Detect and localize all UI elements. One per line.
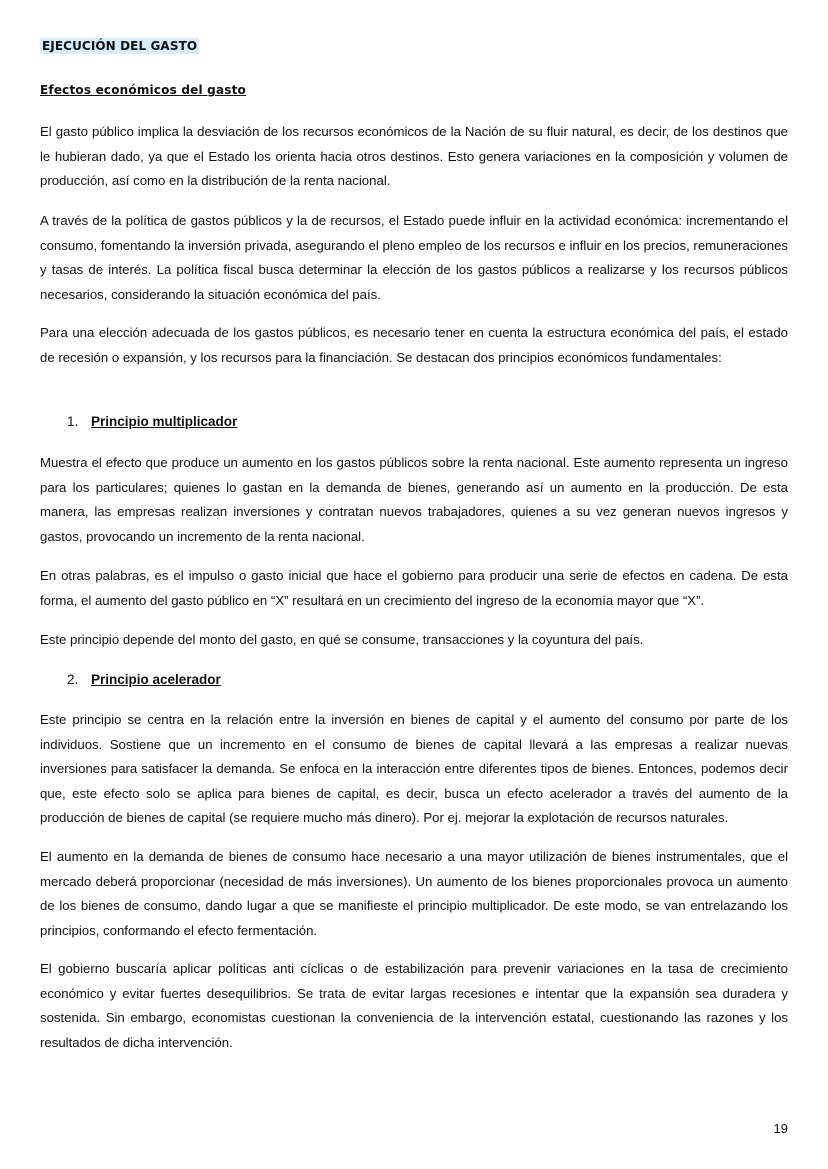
heading-multiplicador	[67, 412, 237, 432]
heading-text: Principio acelerador	[91, 672, 221, 687]
page-number: 19	[773, 1121, 788, 1136]
paragraph-7: Este principio se centra en la relación entre la inversión en bienes de capital y el aumento del consumo por parte de los individuos. Sostiene que un incremento en el consumo de bienes de capital llevará a las empresas a realizar nuevas inversiones para satisfacer la demanda. Se enfoca en la interacción entre diferentes tipos de bienes. Entonces, podemos decir que, este efecto solo se aplica para bienes de capital, es decir, busca un efecto acelerador a través del aumento de la producción de bienes de capital (se requiere mucho más dinero). Por ej. mejorar la explotación de recursos naturales.	[40, 712, 788, 825]
paragraph-3: Para una elección adecuada de los gastos públicos, es necesario tener en cuenta la estructura económica del país, el estado de recesión o expansión, y los recursos para la financiación. Se destacan dos principios económicos fundamentales:	[40, 325, 788, 365]
section-title: EJECUCIÓN DEL GASTO	[42, 39, 198, 53]
heading-number: 1.	[67, 414, 79, 429]
paragraph-2: A través de la política de gastos públicos y la de recursos, el Estado puede influir en la actividad económica: incrementando el consumo, fomentando la inversión privada, asegurando el pleno empleo de los recursos e influir en los precios, remuneraciones y tasas de interés. La política fiscal busca determinar la elección de los gastos públicos a realizarse y los recursos públicos necesarios, considerando la situación económica del país.	[40, 213, 788, 302]
subtitle: Efectos económicos del gasto	[40, 83, 246, 97]
paragraph-1: El gasto público implica la desviación de los recursos económicos de la Nación de su fluir natural, es decir, de los destinos que le hubieran dado, ya que el Estado los orienta hacia otros destinos. Esto genera variaciones en la composición y volumen de producción, así como en la distribución de la renta nacional.	[40, 124, 788, 188]
paragraph-6: Este principio depende del monto del gasto, en qué se consume, transacciones y la coyuntura del país.	[40, 632, 644, 647]
heading-text: Principio multiplicador	[91, 414, 238, 429]
heading-number: 2.	[67, 672, 79, 687]
heading-acelerador	[67, 670, 221, 690]
paragraph-9: El gobierno buscaría aplicar políticas anti cíclicas o de estabilización para prevenir variaciones en la tasa de crecimiento económico y evitar fuertes desequilibrios. Se trata de evitar largas recesiones e intentar que la expansión sea duradera y sostenida. Sin embargo, economistas cuestionan la conveniencia de la intervención estatal, cuestionando las razones y los resultados de dicha intervención.	[40, 961, 788, 1050]
paragraph-5: En otras palabras, es el impulso o gasto inicial que hace el gobierno para producir una serie de efectos en cadena. De esta forma, el aumento del gasto público en “X” resultará en un crecimiento del ingreso de la economía mayor que “X”.	[40, 568, 788, 608]
paragraph-4: Muestra el efecto que produce un aumento en los gastos públicos sobre la renta nacional. Este aumento representa un ingreso para los particulares; quienes lo gastan en la demanda de bienes, generando así un aumento en la producción. De esta manera, las empresas realizan inversiones y contratan nuevos trabajadores, quienes a su vez generan nuevos ingresos y gastos, provocando un incremento de la renta nacional.	[40, 455, 788, 544]
paragraph-8: El aumento en la demanda de bienes de consumo hace necesario a una mayor utilización de bienes instrumentales, que el mercado deberá proporcionar (necesidad de más inversiones). Un aumento de los bienes proporcionales provoca un aumento de los bienes de consumo, dando lugar a que se manifieste el principio multiplicador. De este modo, se van entrelazando los principios, conformando el efecto fermentación.	[40, 849, 788, 938]
